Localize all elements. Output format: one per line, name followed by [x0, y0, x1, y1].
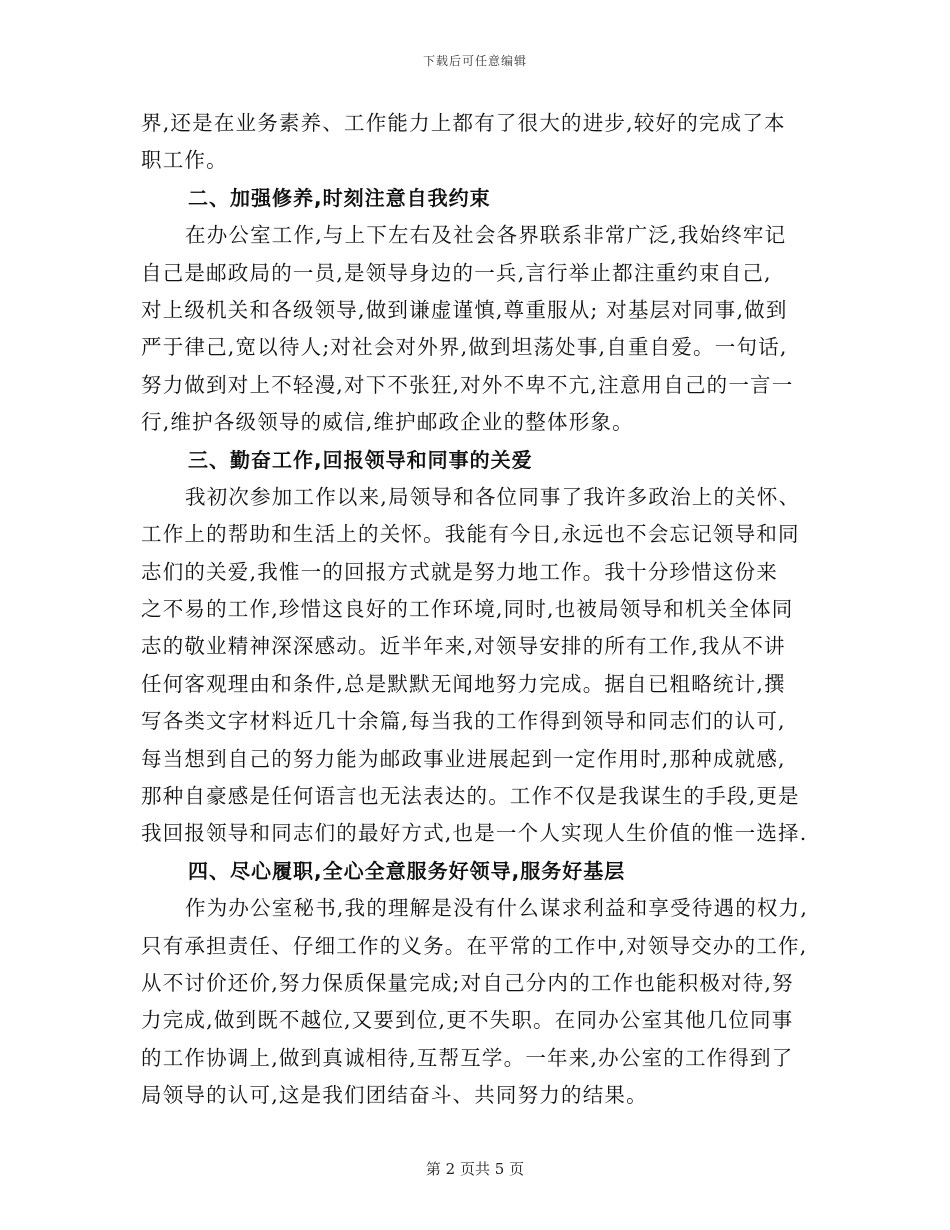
body-line: 的工作协调上,做到真诚相待,互帮互学。一年来,办公室的工作得到了	[141, 1045, 794, 1070]
body-line: 力完成,做到既不越位,又要到位,更不失职。在同办公室其他几位同事	[141, 1008, 794, 1033]
body-line: 只有承担责任、仔细工作的义务。在平常的工作中,对领导交办的工作,	[141, 933, 808, 958]
body-line: 从不讨价还价,努力保质保量完成;对自己分内的工作也能积极对待,努	[141, 970, 794, 995]
body-line: 我回报领导和同志们的最好方式,也是一个人实现人生价值的惟一选择.	[141, 821, 808, 846]
body-line: 自己是邮政局的一员,是领导身边的一兵,言行举止都注重约束自己,	[141, 260, 772, 285]
body-line: 那种自豪感是任何语言也无法表达的。工作不仅是我谋生的手段,更是	[141, 784, 800, 809]
paragraph-first-line: 我初次参加工作以来,局领导和各位同事了我许多政治上的关怀、	[185, 484, 801, 509]
body-line: 之不易的工作,珍惜这良好的工作环境,同时,也被局领导和机关全体同	[141, 597, 794, 622]
body-line: 志们的关爱,我惟一的回报方式就是努力地工作。我十分珍惜这份来	[141, 559, 779, 584]
section-heading: 四、尽心履职,全心全意服务好领导,服务好基层	[188, 858, 626, 883]
body-line: 对上级机关和各级领导,做到谦虚谨慎,尊重服从; 对基层对同事,做到	[141, 297, 788, 322]
body-line: 职工作。	[141, 148, 228, 173]
page-header: 下载后可任意编辑	[422, 54, 527, 68]
paragraph-first-line: 作为办公室秘书,我的理解是没有什么谋求利益和享受待遇的权力,	[185, 896, 809, 921]
body-line: 每当想到自己的努力能为邮政事业进展起到一定作用时,那种成就感,	[141, 746, 786, 771]
body-line: 努力做到对上不轻漫,对下不张狂,对外不卑不亢,注意用自己的一言一	[141, 372, 794, 397]
section-heading: 三、勤奋工作,回报领导和同事的关爱	[188, 447, 533, 472]
section-heading: 二、加强修养,时刻注意自我约束	[188, 185, 491, 210]
document-body	[141, 105, 821, 1115]
body-line: 局领导的认可,这是我们团结奋斗、共同努力的结果。	[141, 1083, 648, 1108]
body-line: 严于律己,宽以待人;对社会对外界,做到坦荡处事,自重自爱。一句话,	[141, 335, 788, 360]
page-footer: 第 2 页共 5 页	[425, 1160, 525, 1178]
body-line: 行,维护各级领导的威信,维护邮政企业的整体形象。	[141, 410, 634, 435]
body-line: 工作上的帮助和生活上的关怀。我能有今日,永远也不会忘记领导和同	[141, 522, 800, 547]
body-line: 写各类文字材料近几十余篇,每当我的工作得到领导和同志们的认可,	[141, 709, 786, 734]
body-line: 界,还是在业务素养、工作能力上都有了很大的进步,较好的完成了本	[141, 111, 786, 135]
body-line: 任何客观理由和条件,总是默默无闻地努力完成。据自已粗略统计,撰	[141, 671, 786, 696]
paragraph-first-line: 在办公室工作,与上下左右及社会各界联系非常广泛,我始终牢记	[185, 223, 787, 248]
body-line: 志的敬业精神深深感动。近半年来,对领导安排的所有工作,我从不讲	[141, 634, 786, 659]
